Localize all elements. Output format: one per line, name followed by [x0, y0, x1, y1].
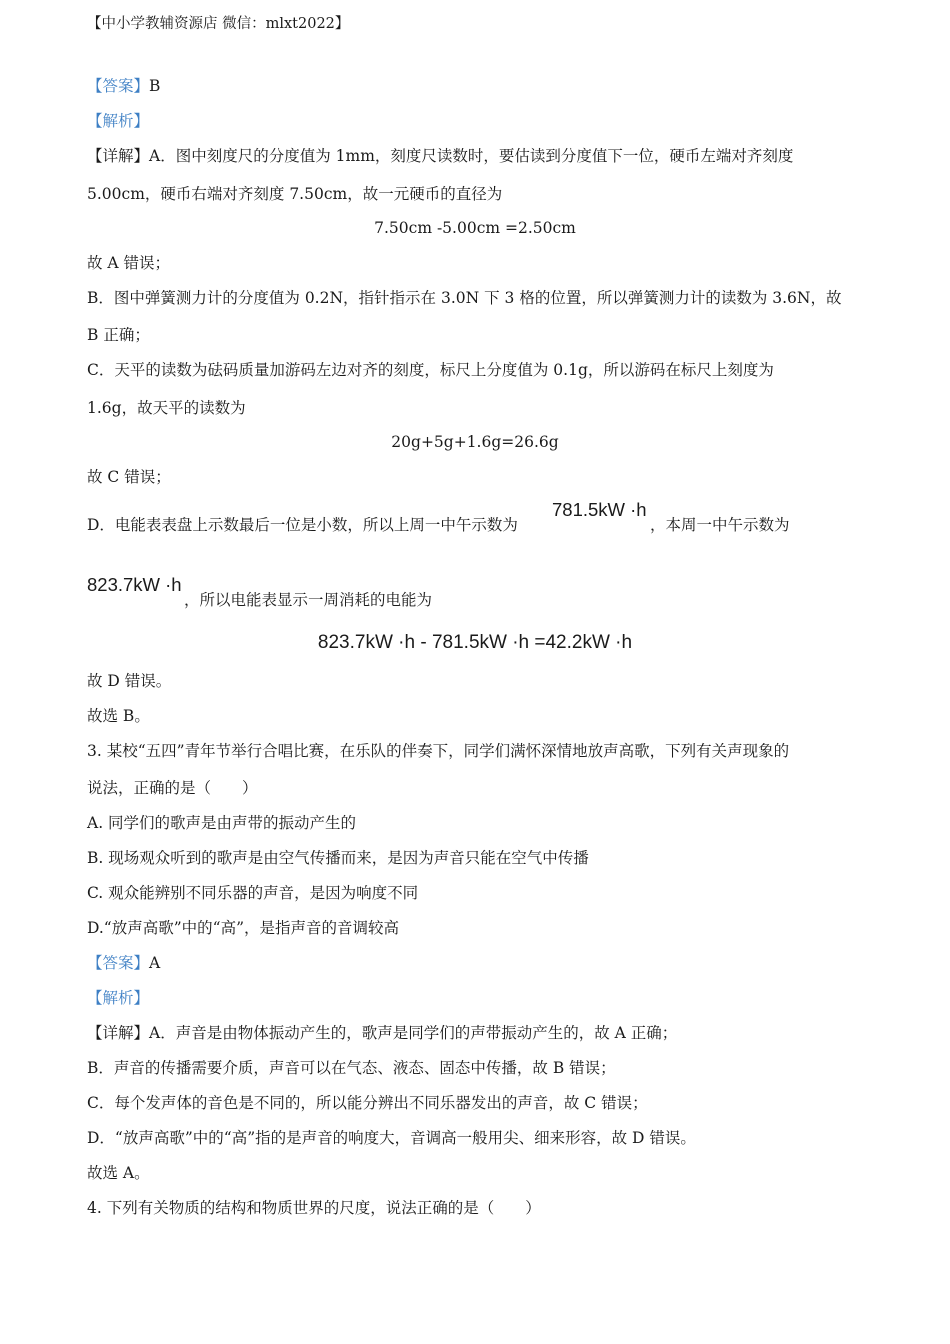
formula-c: 20g+5g+1.6g=26.6g	[391, 433, 559, 451]
q3-detail-a	[87, 1023, 677, 1043]
detail-a-line1	[87, 146, 793, 166]
detail-b-line2: B 正确；	[87, 326, 150, 344]
q3-detail-a-text: A．声音是由物体振动产生的，歌声是同学们的声带振动产生的，故 A 正确；	[149, 1024, 678, 1042]
meter-reading-last-week: 781.5kW ·h	[552, 499, 647, 520]
detail-c-line2: 1.6g，故天平的读数为	[87, 399, 246, 417]
formula-d: 823.7kW ·h - 781.5kW ·h =42.2kW ·h	[317, 632, 633, 653]
final-answer-q3: 故选 A。	[87, 1164, 150, 1182]
q3-option-d: D.“放声高歌”中的“高”，是指声音的音调较高	[87, 919, 399, 937]
answer-row	[87, 76, 160, 96]
detail-d-line2-end: ，所以电能表显示一周消耗的电能为	[184, 591, 433, 609]
q3-option-b: B. 现场观众听到的歌声是由空气传播而来，是因为声音只能在空气中传播	[87, 849, 589, 867]
meter-reading-this-week: 823.7kW ·h	[87, 574, 182, 595]
conclusion-c: 故 C 错误；	[87, 468, 171, 486]
detail-d-line1-start: D．电能表表盘上示数最后一位是小数，所以上周一中午示数为	[87, 516, 518, 534]
answer-label: 【答案】	[87, 77, 150, 95]
final-answer-q2: 故选 B。	[87, 707, 150, 725]
detail-a-line2: 5.00cm，硬币右端对齐刻度 7.50cm，故一元硬币的直径为	[87, 185, 503, 203]
analysis-label: 【解析】	[87, 112, 150, 130]
detail-c-line1: C．天平的读数为砝码质量加游码左边对齐的刻度，标尺上分度值为 0.1g，所以游码在标尺上刻度为	[87, 361, 774, 379]
q3-answer-row	[87, 953, 160, 973]
page-header: 【中小学教辅资源店 微信：mlxt2022】	[87, 16, 350, 32]
detail-label: 【详解】	[87, 147, 150, 165]
q3-detail-b: B．声音的传播需要介质，声音可以在气态、液态、固态中传播，故 B 错误；	[87, 1059, 616, 1077]
q3-option-a: A. 同学们的歌声是由声带的振动产生的	[87, 814, 357, 832]
conclusion-d: 故 D 错误。	[87, 672, 172, 690]
q4-stem: 4. 下列有关物质的结构和物质世界的尺度，说法正确的是（ ）	[87, 1199, 541, 1217]
formula-a: 7.50cm -5.00cm =2.50cm	[374, 219, 576, 237]
detail-a-text: A．图中刻度尺的分度值为 1mm，刻度尺读数时，要估读到分度值下一位，硬币左端对齐刻度	[149, 147, 794, 165]
q3-detail-label: 【详解】	[87, 1024, 150, 1042]
q3-stem-line1: 3. 某校“五四”青年节举行合唱比赛，在乐队的伴奏下，同学们满怀深情地放声高歌，下列有关声现象的	[87, 742, 790, 760]
q3-detail-d: D．“放声高歌”中的“高”指的是声音的响度大，音调高一般用尖、细来形容，故 D 错误。	[87, 1129, 696, 1147]
conclusion-a: 故 A 错误；	[87, 254, 171, 272]
q3-detail-c: C．每个发声体的音色是不同的，所以能分辨出不同乐器发出的声音，故 C 错误；	[87, 1094, 648, 1112]
q3-analysis-label: 【解析】	[87, 989, 150, 1007]
q3-option-c: C. 观众能辨别不同乐器的声音，是因为响度不同	[87, 884, 419, 902]
q3-stem-line2: 说法，正确的是（ ）	[87, 779, 258, 797]
detail-b-line1: B．图中弹簧测力计的分度值为 0.2N，指针指示在 3.0N 下 3 格的位置，所以弹簧测力计的读数为 3.6N，故	[87, 289, 842, 307]
q3-answer-value: A	[149, 954, 161, 972]
q3-answer-label: 【答案】	[87, 954, 150, 972]
answer-value: B	[149, 77, 161, 95]
detail-d-line1-end: ，本周一中午示数为	[650, 516, 790, 534]
